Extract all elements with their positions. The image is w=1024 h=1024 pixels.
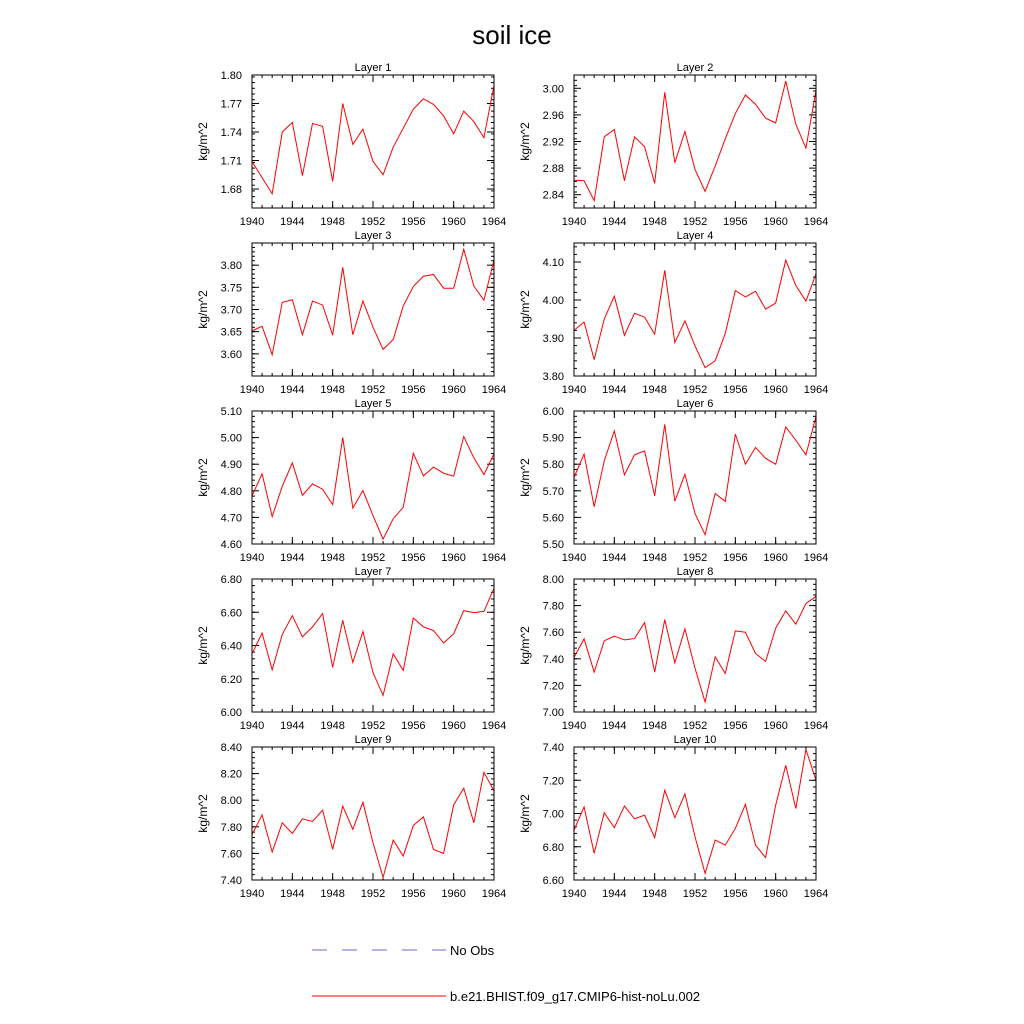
y-axis-label: kg/m^2 bbox=[518, 458, 532, 497]
x-tick-label: 1964 bbox=[481, 720, 507, 732]
y-tick-label: 4.00 bbox=[542, 295, 564, 307]
y-tick-label: 6.20 bbox=[220, 673, 242, 686]
series-line-model bbox=[252, 249, 494, 355]
panel-title: Layer 10 bbox=[673, 734, 717, 746]
x-tick-label: 1952 bbox=[682, 216, 708, 228]
x-tick-label: 1940 bbox=[561, 888, 587, 900]
y-axis-label: kg/m^2 bbox=[518, 794, 532, 833]
y-tick-label: 5.80 bbox=[542, 459, 564, 472]
x-tick-label: 1944 bbox=[602, 384, 627, 396]
y-tick-label: 5.90 bbox=[542, 432, 564, 445]
x-tick-label: 1940 bbox=[239, 552, 265, 564]
x-tick-label: 1960 bbox=[441, 552, 466, 564]
x-tick-label: 1940 bbox=[239, 384, 265, 396]
y-tick-label: 7.20 bbox=[542, 775, 564, 788]
x-tick-label: 1964 bbox=[803, 888, 829, 900]
y-tick-label: 5.60 bbox=[542, 512, 564, 525]
x-tick-label: 1956 bbox=[723, 552, 748, 564]
plot-frame bbox=[574, 411, 816, 544]
x-tick-label: 1956 bbox=[723, 216, 748, 228]
panel-title: Layer 9 bbox=[354, 734, 392, 746]
x-tick-label: 1964 bbox=[481, 552, 507, 564]
series-line-model bbox=[252, 772, 494, 877]
y-tick-label: 7.40 bbox=[220, 875, 242, 887]
panel-layer-10 bbox=[518, 734, 828, 900]
y-tick-label: 4.60 bbox=[220, 539, 242, 551]
x-tick-label: 1956 bbox=[723, 720, 748, 732]
y-tick-label: 6.80 bbox=[542, 841, 564, 854]
x-tick-label: 1944 bbox=[602, 720, 627, 732]
x-tick-label: 1956 bbox=[401, 384, 426, 396]
panel-title: Layer 7 bbox=[354, 566, 392, 578]
x-tick-label: 1960 bbox=[441, 384, 466, 396]
x-tick-label: 1960 bbox=[441, 888, 466, 900]
series-line-model bbox=[574, 260, 816, 368]
x-tick-label: 1948 bbox=[642, 384, 667, 396]
x-tick-label: 1944 bbox=[280, 888, 305, 900]
x-tick-label: 1940 bbox=[239, 216, 265, 228]
y-tick-label: 3.60 bbox=[220, 348, 242, 361]
x-tick-label: 1948 bbox=[320, 216, 345, 228]
x-tick-label: 1956 bbox=[723, 384, 748, 396]
figure-title: soil ice bbox=[472, 20, 552, 50]
x-tick-label: 1960 bbox=[441, 720, 466, 732]
y-tick-label: 3.65 bbox=[220, 326, 242, 339]
panel-layer-5 bbox=[196, 398, 506, 564]
y-tick-label: 7.80 bbox=[542, 600, 564, 613]
y-tick-label: 8.00 bbox=[220, 795, 242, 808]
x-tick-label: 1960 bbox=[763, 720, 788, 732]
x-tick-label: 1948 bbox=[320, 552, 345, 564]
x-tick-label: 1956 bbox=[401, 552, 426, 564]
x-tick-label: 1944 bbox=[280, 384, 305, 396]
x-tick-label: 1944 bbox=[602, 216, 627, 228]
plot-frame bbox=[574, 579, 816, 712]
legend-label-no-obs: No Obs bbox=[450, 943, 495, 958]
y-tick-label: 5.70 bbox=[542, 485, 564, 498]
panel-layer-4 bbox=[518, 230, 828, 396]
y-tick-label: 7.60 bbox=[542, 627, 564, 640]
plot-frame bbox=[252, 411, 494, 544]
y-tick-label: 2.92 bbox=[542, 136, 564, 149]
x-tick-label: 1944 bbox=[602, 888, 627, 900]
y-tick-label: 3.00 bbox=[542, 83, 564, 96]
x-tick-label: 1952 bbox=[682, 552, 708, 564]
x-tick-label: 1940 bbox=[239, 888, 265, 900]
y-tick-label: 2.88 bbox=[542, 163, 564, 176]
panel-title: Layer 6 bbox=[676, 398, 714, 410]
y-axis-label: kg/m^2 bbox=[196, 290, 210, 329]
panel-title: Layer 5 bbox=[354, 398, 392, 410]
x-tick-label: 1964 bbox=[481, 216, 507, 228]
y-tick-label: 5.00 bbox=[220, 432, 242, 445]
x-tick-label: 1940 bbox=[239, 720, 265, 732]
y-tick-label: 2.96 bbox=[542, 109, 564, 122]
panel-layer-1 bbox=[196, 62, 506, 228]
panel-layer-9 bbox=[196, 734, 506, 900]
x-tick-label: 1956 bbox=[723, 888, 748, 900]
x-tick-label: 1964 bbox=[803, 720, 829, 732]
x-tick-label: 1964 bbox=[803, 552, 829, 564]
x-tick-label: 1948 bbox=[642, 216, 667, 228]
plot-frame bbox=[574, 747, 816, 880]
x-tick-label: 1948 bbox=[320, 888, 345, 900]
x-tick-label: 1952 bbox=[360, 720, 386, 732]
y-tick-label: 6.00 bbox=[542, 406, 564, 418]
y-tick-label: 2.84 bbox=[542, 189, 564, 202]
x-tick-label: 1952 bbox=[360, 888, 386, 900]
y-tick-label: 4.70 bbox=[220, 512, 242, 525]
plot-frame bbox=[574, 243, 816, 376]
x-tick-label: 1956 bbox=[401, 216, 426, 228]
x-tick-label: 1948 bbox=[642, 720, 667, 732]
y-tick-label: 7.80 bbox=[220, 821, 242, 834]
x-tick-label: 1952 bbox=[360, 384, 386, 396]
panel-title: Layer 8 bbox=[676, 566, 714, 578]
y-tick-label: 6.60 bbox=[220, 607, 242, 620]
y-tick-label: 5.50 bbox=[542, 539, 564, 551]
series-line-model bbox=[574, 416, 816, 534]
x-tick-label: 1952 bbox=[682, 384, 708, 396]
y-tick-label: 7.40 bbox=[542, 653, 564, 666]
y-tick-label: 3.75 bbox=[220, 282, 242, 295]
y-axis-label: kg/m^2 bbox=[196, 458, 210, 497]
x-tick-label: 1944 bbox=[280, 720, 305, 732]
y-tick-label: 3.80 bbox=[220, 260, 242, 273]
plot-frame bbox=[252, 75, 494, 208]
panel-layer-2 bbox=[518, 62, 828, 228]
series-line-model bbox=[574, 749, 816, 873]
x-tick-label: 1964 bbox=[481, 888, 507, 900]
y-tick-label: 3.90 bbox=[542, 333, 564, 345]
series-line-model bbox=[252, 588, 494, 695]
y-tick-label: 1.77 bbox=[220, 98, 242, 111]
x-tick-label: 1940 bbox=[561, 552, 587, 564]
y-tick-label: 7.00 bbox=[542, 707, 564, 719]
y-tick-label: 3.70 bbox=[220, 304, 242, 317]
x-tick-label: 1944 bbox=[602, 552, 627, 564]
series-line-model bbox=[574, 81, 816, 201]
x-tick-label: 1948 bbox=[320, 384, 345, 396]
y-tick-label: 8.00 bbox=[542, 574, 564, 586]
y-tick-label: 4.10 bbox=[542, 257, 564, 269]
x-tick-label: 1960 bbox=[763, 384, 788, 396]
y-tick-label: 4.80 bbox=[220, 485, 242, 498]
panel-layer-6 bbox=[518, 398, 828, 564]
y-tick-label: 1.80 bbox=[220, 70, 242, 82]
x-tick-label: 1940 bbox=[561, 216, 587, 228]
x-tick-label: 1944 bbox=[280, 216, 305, 228]
y-tick-label: 3.80 bbox=[542, 371, 564, 383]
y-tick-label: 6.80 bbox=[220, 574, 242, 586]
x-tick-label: 1964 bbox=[803, 384, 829, 396]
legend-item-no-obs bbox=[312, 943, 495, 958]
plot-frame bbox=[252, 747, 494, 880]
y-axis-label: kg/m^2 bbox=[196, 626, 210, 665]
x-tick-label: 1960 bbox=[763, 552, 788, 564]
y-tick-label: 1.71 bbox=[220, 155, 242, 168]
x-tick-label: 1940 bbox=[561, 720, 587, 732]
x-tick-label: 1960 bbox=[441, 216, 466, 228]
panel-title: Layer 4 bbox=[676, 230, 714, 242]
series-line-model bbox=[252, 437, 494, 540]
x-tick-label: 1952 bbox=[360, 216, 386, 228]
x-tick-label: 1960 bbox=[763, 216, 788, 228]
series-line-model bbox=[252, 85, 494, 193]
y-tick-label: 1.68 bbox=[220, 184, 242, 196]
y-tick-label: 7.20 bbox=[542, 680, 564, 693]
panels bbox=[196, 62, 828, 900]
x-tick-label: 1952 bbox=[682, 720, 708, 732]
x-tick-label: 1956 bbox=[401, 888, 426, 900]
x-tick-label: 1948 bbox=[642, 552, 667, 564]
panel-title: Layer 1 bbox=[354, 62, 392, 74]
y-tick-label: 4.90 bbox=[220, 459, 242, 472]
x-tick-label: 1964 bbox=[481, 384, 507, 396]
y-tick-label: 7.60 bbox=[220, 848, 242, 861]
x-tick-label: 1952 bbox=[682, 888, 708, 900]
legend bbox=[312, 943, 700, 1004]
y-axis-label: kg/m^2 bbox=[518, 122, 532, 161]
y-tick-label: 1.74 bbox=[220, 127, 242, 139]
plot-frame bbox=[574, 75, 816, 208]
y-tick-label: 6.40 bbox=[220, 640, 242, 653]
y-tick-label: 6.60 bbox=[542, 875, 564, 887]
x-tick-label: 1956 bbox=[401, 720, 426, 732]
panel-title: Layer 3 bbox=[354, 230, 392, 242]
panel-layer-7 bbox=[196, 566, 506, 732]
x-tick-label: 1944 bbox=[280, 552, 305, 564]
y-axis-label: kg/m^2 bbox=[518, 290, 532, 329]
y-tick-label: 8.40 bbox=[220, 742, 242, 754]
y-axis-label: kg/m^2 bbox=[196, 794, 210, 833]
panel-title: Layer 2 bbox=[676, 62, 714, 74]
y-tick-label: 7.00 bbox=[542, 808, 564, 821]
plot-frame bbox=[252, 243, 494, 376]
legend-item-model bbox=[312, 989, 700, 1004]
panel-layer-3 bbox=[196, 230, 506, 396]
series-line-model bbox=[574, 596, 816, 702]
x-tick-label: 1960 bbox=[763, 888, 788, 900]
y-tick-label: 5.10 bbox=[220, 406, 242, 418]
y-tick-label: 8.20 bbox=[220, 768, 242, 781]
plot-frame bbox=[252, 579, 494, 712]
y-axis-label: kg/m^2 bbox=[518, 626, 532, 665]
panel-layer-8 bbox=[518, 566, 828, 732]
x-tick-label: 1940 bbox=[561, 384, 587, 396]
x-tick-label: 1948 bbox=[320, 720, 345, 732]
x-tick-label: 1964 bbox=[803, 216, 829, 228]
y-axis-label: kg/m^2 bbox=[196, 122, 210, 161]
y-tick-label: 6.00 bbox=[220, 707, 242, 719]
x-tick-label: 1948 bbox=[642, 888, 667, 900]
legend-label-model: b.e21.BHIST.f09_g17.CMIP6-hist-noLu.002 bbox=[450, 989, 701, 1004]
x-tick-label: 1952 bbox=[360, 552, 386, 564]
y-tick-label: 7.40 bbox=[542, 742, 564, 754]
